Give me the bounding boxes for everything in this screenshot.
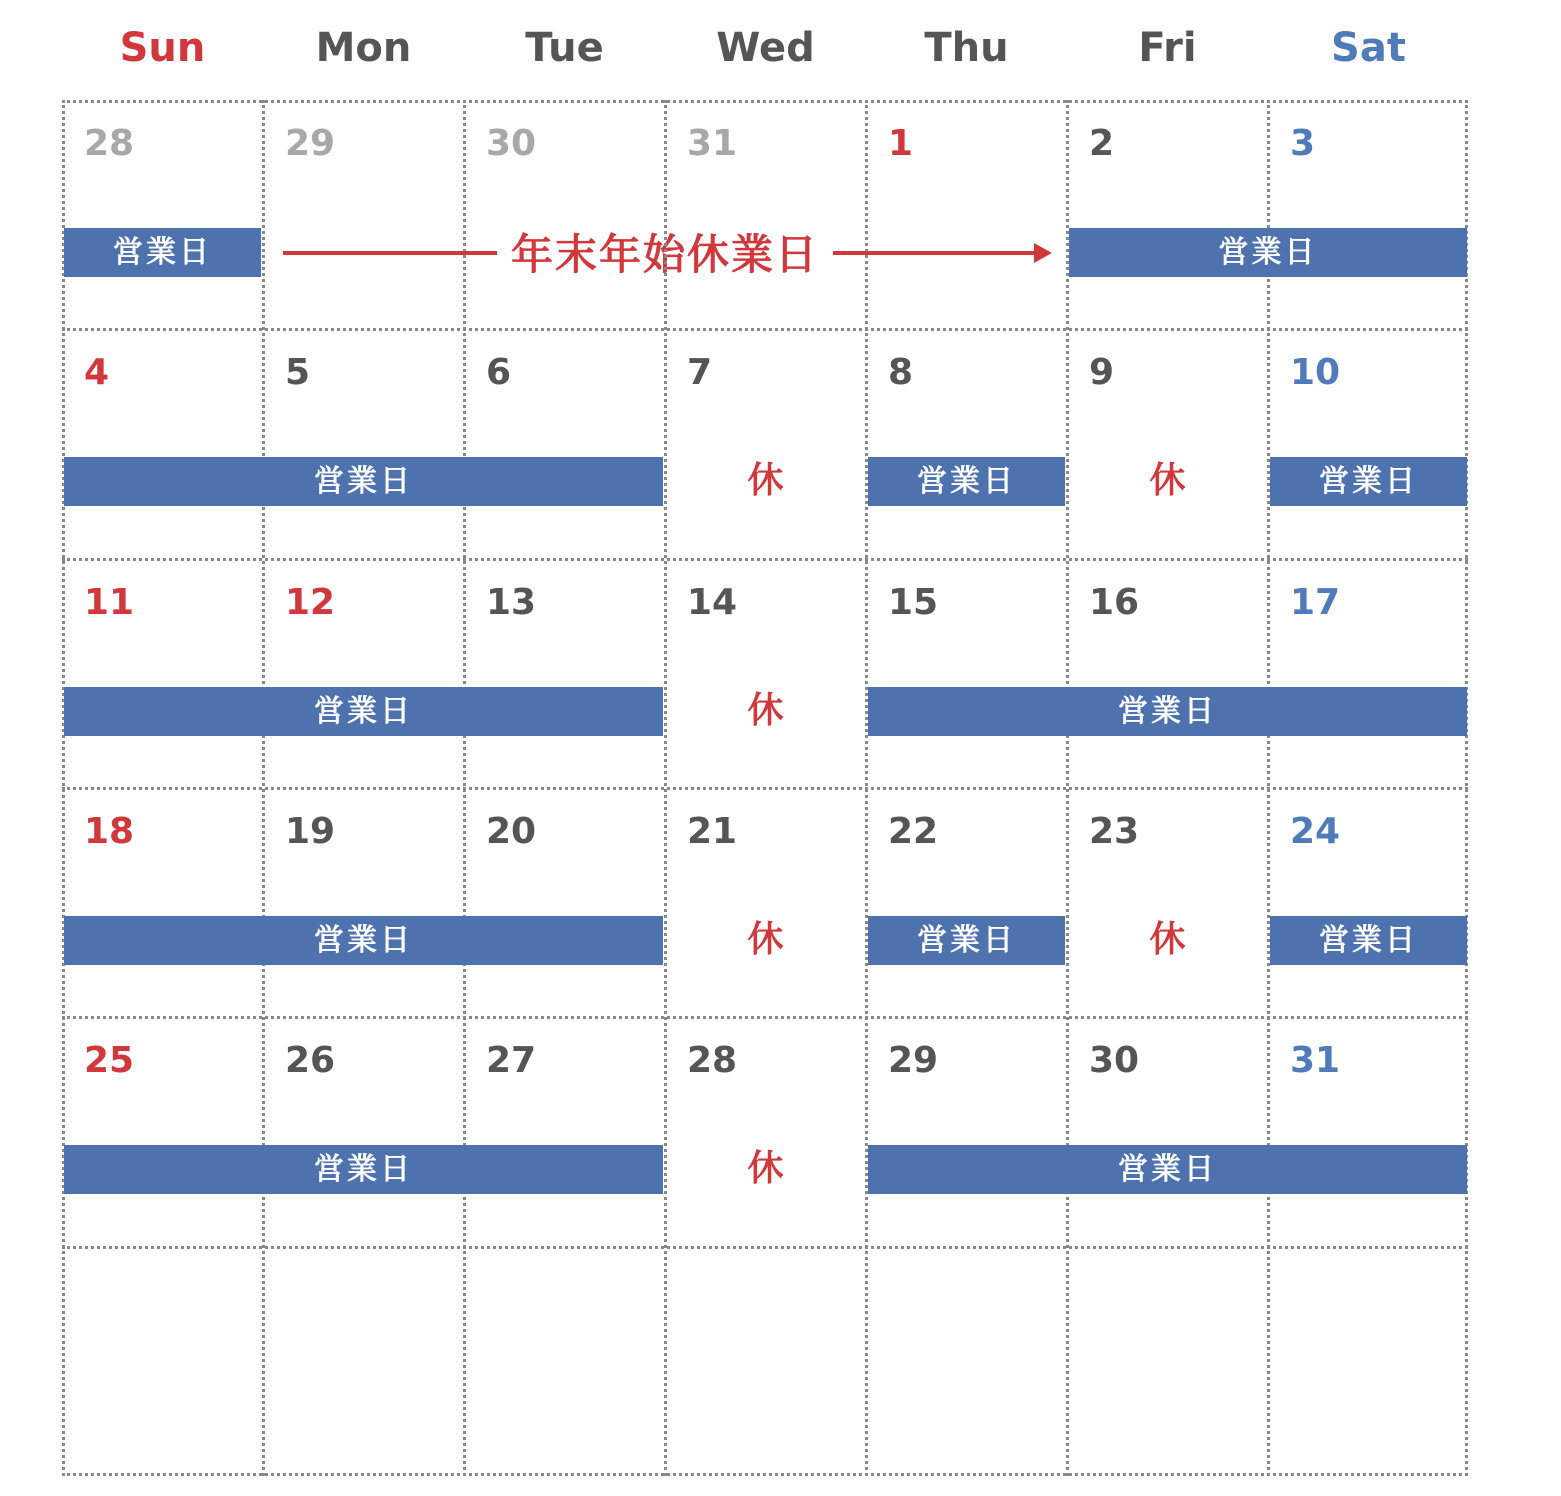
- grid-row-divider: [62, 328, 1468, 331]
- date-number: 31: [687, 123, 738, 164]
- date-number: 28: [687, 1040, 738, 1081]
- date-number: 21: [687, 811, 738, 852]
- date-number: 24: [1290, 811, 1341, 852]
- weekday-header-wed: Wed: [716, 25, 815, 71]
- closed-day-mark: 休: [1149, 919, 1186, 960]
- business-day-band: 営業日: [868, 916, 1065, 965]
- grid-row-divider: [62, 1246, 1468, 1249]
- date-number: 12: [285, 582, 336, 623]
- arrow-right-icon: [1034, 243, 1052, 263]
- business-day-band: 営業日: [868, 457, 1065, 506]
- date-number: 1: [888, 123, 914, 164]
- weekday-header-thu: Thu: [924, 25, 1009, 71]
- year-end-holiday-label: 年末年始休業日: [510, 230, 819, 279]
- date-number: 6: [486, 352, 512, 393]
- date-number: 22: [888, 811, 939, 852]
- date-number: 25: [84, 1040, 135, 1081]
- closed-day-mark: 休: [747, 919, 784, 960]
- business-day-band: 営業日: [64, 228, 261, 277]
- business-day-band: 営業日: [64, 916, 663, 965]
- date-number: 4: [84, 352, 110, 393]
- business-day-band: 営業日: [64, 457, 663, 506]
- grid-row-divider: [62, 787, 1468, 790]
- date-number: 30: [1089, 1040, 1140, 1081]
- business-day-band: 営業日: [1270, 916, 1467, 965]
- date-number: 8: [888, 352, 914, 393]
- date-number: 18: [84, 811, 135, 852]
- closed-day-mark: 休: [1149, 460, 1186, 501]
- grid-row-divider: [62, 558, 1468, 561]
- date-number: 30: [486, 123, 537, 164]
- business-day-band: 営業日: [868, 687, 1467, 736]
- date-number: 9: [1089, 352, 1115, 393]
- date-number: 23: [1089, 811, 1140, 852]
- date-number: 16: [1089, 582, 1140, 623]
- business-day-band: 営業日: [868, 1145, 1467, 1194]
- business-day-band: 営業日: [1270, 457, 1467, 506]
- date-number: 26: [285, 1040, 336, 1081]
- weekday-header-sat: Sat: [1331, 25, 1406, 71]
- date-number: 27: [486, 1040, 537, 1081]
- weekday-header-sun: Sun: [119, 25, 206, 71]
- closed-day-mark: 休: [747, 690, 784, 731]
- date-number: 5: [285, 352, 311, 393]
- date-number: 19: [285, 811, 336, 852]
- date-number: 17: [1290, 582, 1341, 623]
- business-day-band: 営業日: [64, 687, 663, 736]
- date-number: 10: [1290, 352, 1341, 393]
- closed-day-mark: 休: [747, 1148, 784, 1189]
- date-number: 20: [486, 811, 537, 852]
- date-number: 15: [888, 582, 939, 623]
- arrow-line-left: [283, 251, 497, 255]
- date-number: 14: [687, 582, 738, 623]
- date-number: 7: [687, 352, 713, 393]
- business-day-band: 営業日: [1069, 228, 1467, 277]
- grid-row-divider: [62, 1016, 1468, 1019]
- date-number: 28: [84, 123, 135, 164]
- weekday-header-tue: Tue: [525, 25, 604, 71]
- weekday-header-mon: Mon: [315, 25, 412, 71]
- date-number: 29: [888, 1040, 939, 1081]
- date-number: 13: [486, 582, 537, 623]
- closed-day-mark: 休: [747, 460, 784, 501]
- date-number: 11: [84, 582, 135, 623]
- date-number: 2: [1089, 123, 1115, 164]
- date-number: 29: [285, 123, 336, 164]
- arrow-line-right: [833, 251, 1034, 255]
- business-day-band: 営業日: [64, 1145, 663, 1194]
- date-number: 3: [1290, 123, 1316, 164]
- date-number: 31: [1290, 1040, 1341, 1081]
- weekday-header-fri: Fri: [1138, 25, 1197, 71]
